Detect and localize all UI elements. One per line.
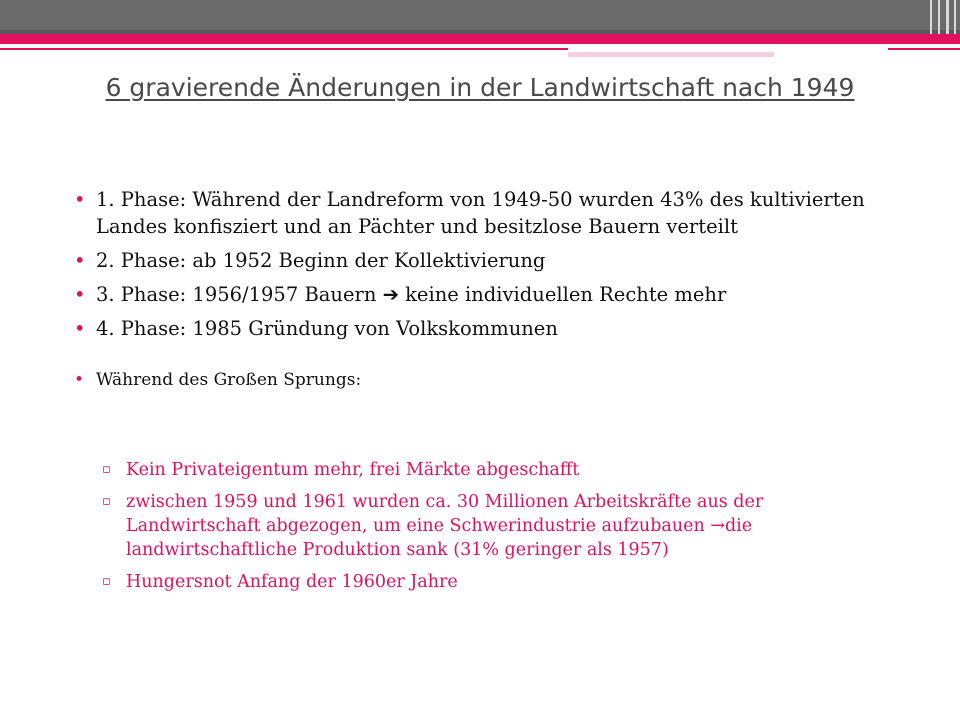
phase-item-3: • 3. Phase: 1956/1957 Bauern ➔ keine individuellen Rechte mehr bbox=[74, 281, 874, 308]
header-accent-band bbox=[0, 34, 960, 44]
sub-item-private-property: ▫ Kein Privateigentum mehr, frei Märkte abgeschafft bbox=[100, 458, 890, 482]
sub-item-workforce: ▫ zwischen 1959 und 1961 wurden ca. 30 Millionen Arbeitskräfte aus der Landwirtschaft abgezogen, um eine Schwerindustrie aufzubauen →die landwirtschaftliche Produktion sank (31% geringer als 1957) bbox=[100, 490, 890, 562]
header-stripe bbox=[946, 0, 949, 34]
header-accent-light bbox=[568, 52, 774, 57]
phase-list bbox=[74, 186, 874, 398]
header-gray-bar bbox=[0, 0, 960, 34]
phase-item-2: • 2. Phase: ab 1952 Beginn der Kollektivierung bbox=[74, 247, 874, 274]
slide-title: 6 gravierende Änderungen in der Landwirtschaft nach 1949 bbox=[105, 73, 855, 102]
great-leap-list bbox=[100, 458, 890, 602]
section-heading: • Während des Großen Sprungs: bbox=[74, 368, 874, 392]
sub-item-famine: ▫ Hungersnot Anfang der 1960er Jahre bbox=[100, 570, 890, 594]
header-stripe bbox=[930, 0, 932, 34]
header-stripe bbox=[954, 0, 956, 34]
header-white-strip bbox=[568, 44, 888, 50]
phase-item-4: • 4. Phase: 1985 Gründung von Volkskommunen bbox=[74, 315, 874, 342]
phase-item-1: • 1. Phase: Während der Landreform von 1949-50 wurden 43% des kultivierten Landes konfisziert und an Pächter und besitzlose Bauern verteilt bbox=[74, 186, 874, 240]
header-stripe bbox=[938, 0, 940, 34]
